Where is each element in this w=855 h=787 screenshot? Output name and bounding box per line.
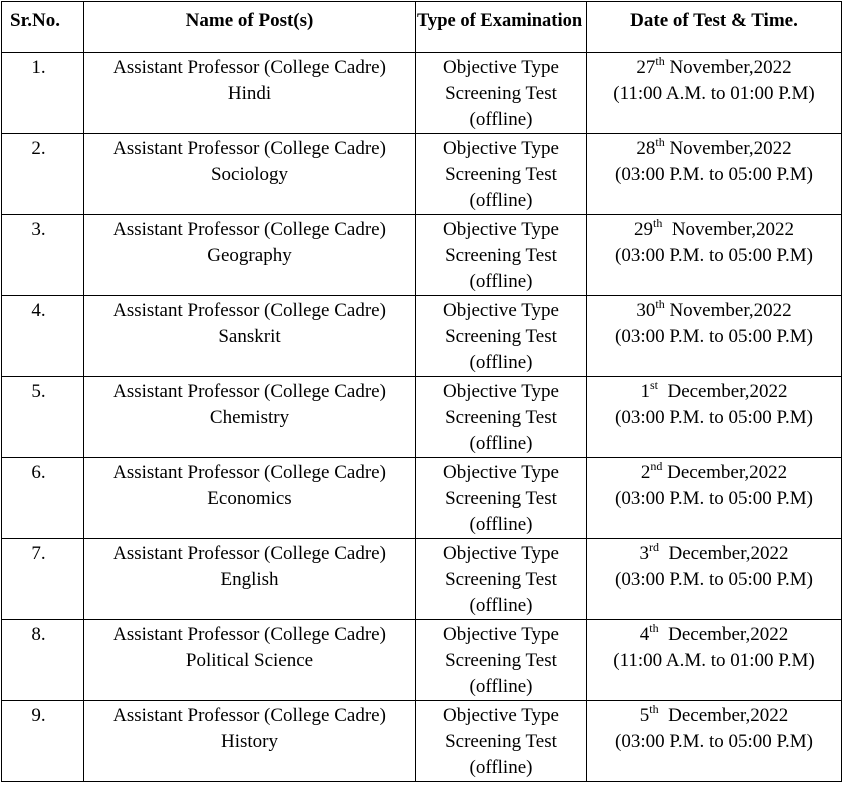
date-suffix: th [652, 215, 663, 230]
sr-no: 4. [31, 300, 46, 321]
test-time: (11:00 A.M. to 01:00 P.M) [613, 650, 815, 671]
exam-line-3: (offline) [469, 433, 533, 454]
exam-line-2: Screening Test [445, 488, 557, 509]
date-suffix: th [655, 53, 665, 68]
post-cell [84, 53, 416, 134]
exam-type-cell [416, 377, 587, 458]
date-day: 1 [640, 381, 650, 402]
header-row [2, 2, 842, 53]
post-title: Assistant Professor (College Cadre) [113, 138, 386, 159]
test-time: (03:00 P.M. to 05:00 P.M) [615, 164, 813, 185]
post-cell [84, 215, 416, 296]
date-month-year: December,2022 [658, 543, 789, 564]
date-month-year: November,2022 [664, 300, 792, 321]
post-title: Assistant Professor (College Cadre) [113, 300, 386, 321]
exam-line-1: Objective Type [443, 300, 559, 321]
sr-no: 5. [31, 381, 46, 402]
date-month-year: November,2022 [664, 138, 792, 159]
date-time-cell [587, 53, 842, 134]
test-time: (03:00 P.M. to 05:00 P.M) [615, 488, 813, 509]
sr-no-cell [2, 377, 84, 458]
table-row [2, 701, 842, 782]
exam-line-2: Screening Test [445, 569, 557, 590]
exam-type-cell [416, 53, 587, 134]
header-post: Name of Post(s) [84, 2, 416, 53]
date-month-year: December,2022 [658, 705, 789, 726]
date-time-cell [587, 215, 842, 296]
exam-type-cell [416, 458, 587, 539]
post-subject: English [220, 569, 279, 590]
post-subject: Economics [207, 488, 292, 509]
post-subject: History [221, 731, 278, 752]
test-date [587, 703, 841, 729]
date-time-cell [587, 377, 842, 458]
date-suffix: nd [650, 458, 663, 473]
date-suffix: th [649, 701, 659, 716]
exam-line-3: (offline) [469, 271, 533, 292]
exam-line-2: Screening Test [445, 731, 557, 752]
post-cell [84, 701, 416, 782]
sr-no-cell [2, 620, 84, 701]
exam-line-3: (offline) [469, 109, 533, 130]
exam-line-2: Screening Test [445, 650, 557, 671]
header-exam-type: Type of Examination [416, 2, 587, 53]
exam-line-1: Objective Type [443, 381, 559, 402]
date-time-cell [587, 134, 842, 215]
post-title: Assistant Professor (College Cadre) [113, 57, 386, 78]
exam-line-3: (offline) [469, 757, 533, 778]
date-suffix: st [649, 377, 658, 392]
exam-line-1: Objective Type [443, 462, 559, 483]
sr-no-cell [2, 539, 84, 620]
exam-type-cell [416, 296, 587, 377]
test-date [587, 298, 841, 324]
post-subject: Sanskrit [218, 326, 281, 347]
exam-line-1: Objective Type [443, 624, 559, 645]
exam-line-3: (offline) [469, 595, 533, 616]
post-title: Assistant Professor (College Cadre) [113, 381, 386, 402]
table-row [2, 620, 842, 701]
sr-no-cell [2, 134, 84, 215]
post-title: Assistant Professor (College Cadre) [113, 462, 386, 483]
header-date-time: Date of Test & Time. [587, 2, 842, 53]
post-title: Assistant Professor (College Cadre) [113, 543, 386, 564]
exam-line-2: Screening Test [445, 245, 557, 266]
sr-no-cell [2, 458, 84, 539]
date-day: 3 [639, 543, 649, 564]
date-day: 4 [639, 624, 650, 645]
sr-no-cell [2, 701, 84, 782]
test-time: (03:00 P.M. to 05:00 P.M) [615, 326, 813, 347]
test-date [587, 55, 841, 81]
exam-line-1: Objective Type [443, 219, 559, 240]
date-month-year: December,2022 [658, 624, 789, 645]
date-suffix: rd [648, 539, 659, 554]
date-month-year: December,2022 [657, 381, 788, 402]
test-time: (11:00 A.M. to 01:00 P.M) [613, 83, 815, 104]
sr-no: 2. [31, 138, 46, 159]
sr-no: 9. [31, 705, 46, 726]
sr-no-cell [2, 53, 84, 134]
date-time-cell [587, 539, 842, 620]
exam-line-1: Objective Type [443, 543, 559, 564]
date-suffix: th [649, 620, 659, 635]
exam-line-3: (offline) [469, 352, 533, 373]
sr-no: 8. [31, 624, 46, 645]
date-day: 5 [639, 705, 650, 726]
date-time-cell [587, 701, 842, 782]
date-time-cell [587, 620, 842, 701]
header-sr-no: Sr.No. [2, 2, 84, 53]
exam-line-2: Screening Test [445, 326, 557, 347]
post-title: Assistant Professor (College Cadre) [113, 624, 386, 645]
test-time: (03:00 P.M. to 05:00 P.M) [615, 245, 813, 266]
date-day: 29 [633, 219, 653, 240]
date-suffix: th [655, 134, 665, 149]
test-date [587, 379, 841, 405]
exam-line-1: Objective Type [443, 138, 559, 159]
exam-line-3: (offline) [469, 514, 533, 535]
table-row [2, 53, 842, 134]
exam-line-2: Screening Test [445, 83, 557, 104]
test-date [587, 622, 841, 648]
test-date [587, 136, 841, 162]
post-subject: Chemistry [209, 407, 290, 428]
test-time: (03:00 P.M. to 05:00 P.M) [615, 407, 813, 428]
date-month-year: November,2022 [664, 57, 792, 78]
post-cell [84, 377, 416, 458]
post-cell [84, 134, 416, 215]
test-time: (03:00 P.M. to 05:00 P.M) [615, 569, 813, 590]
sr-no: 7. [31, 543, 46, 564]
sr-no: 3. [31, 219, 46, 240]
post-cell [84, 620, 416, 701]
exam-line-3: (offline) [469, 190, 533, 211]
exam-type-cell [416, 134, 587, 215]
exam-type-cell [416, 215, 587, 296]
exam-line-2: Screening Test [445, 407, 557, 428]
test-date [587, 217, 841, 243]
table-row [2, 215, 842, 296]
post-subject: Geography [207, 245, 292, 266]
exam-line-3: (offline) [469, 676, 533, 697]
post-cell [84, 296, 416, 377]
date-day: 27 [636, 57, 656, 78]
test-time: (03:00 P.M. to 05:00 P.M) [615, 731, 813, 752]
sr-no-cell [2, 215, 84, 296]
test-date [587, 460, 841, 486]
sr-no: 1. [31, 57, 46, 78]
exam-line-1: Objective Type [443, 705, 559, 726]
table-row [2, 377, 842, 458]
test-date [587, 541, 841, 567]
date-day: 30 [636, 300, 656, 321]
date-time-cell [587, 296, 842, 377]
date-time-cell [587, 458, 842, 539]
exam-type-cell [416, 620, 587, 701]
date-day: 28 [636, 138, 656, 159]
table-row [2, 458, 842, 539]
exam-type-cell [416, 701, 587, 782]
post-subject: Hindi [227, 83, 272, 104]
post-cell [84, 458, 416, 539]
sr-no-cell [2, 296, 84, 377]
date-month-year: November,2022 [662, 219, 795, 240]
table-row [2, 296, 842, 377]
date-day: 2 [640, 462, 651, 483]
post-title: Assistant Professor (College Cadre) [113, 705, 386, 726]
table-row [2, 539, 842, 620]
table-row [2, 134, 842, 215]
exam-schedule-table [1, 1, 842, 782]
exam-line-1: Objective Type [443, 57, 559, 78]
exam-type-cell [416, 539, 587, 620]
sr-no: 6. [31, 462, 46, 483]
post-title: Assistant Professor (College Cadre) [113, 219, 386, 240]
post-cell [84, 539, 416, 620]
date-suffix: th [655, 296, 665, 311]
date-month-year: December,2022 [662, 462, 788, 483]
post-subject: Sociology [210, 164, 289, 185]
exam-line-2: Screening Test [445, 164, 557, 185]
post-subject: Political Science [185, 650, 314, 671]
